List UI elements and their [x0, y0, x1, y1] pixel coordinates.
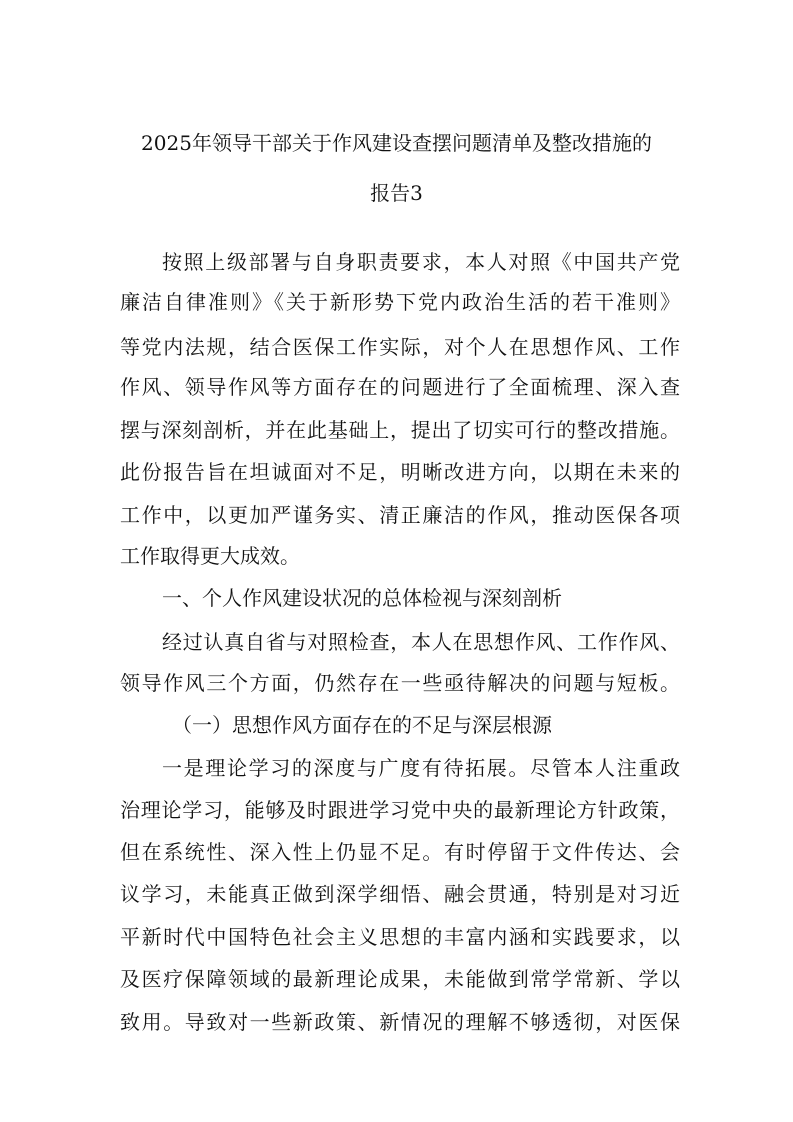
- document-title-line-1: 2025年领导干部关于作风建设查摆问题清单及整改措施的: [141, 131, 652, 155]
- body-line: 及医疗保障领域的最新理论成果，未能做到常学常新、学以: [120, 967, 680, 991]
- body-line: 摆与深刻剖析，并在此基础上，提出了切实可行的整改措施。: [120, 418, 680, 442]
- body-line: 经过认真自省与对照检查，本人在思想作风、工作作风、: [162, 630, 680, 654]
- body-line: 按照上级部署与自身职责要求，本人对照《中国共产党: [162, 250, 680, 274]
- body-line: 等党内法规，结合医保工作实际，对个人在思想作风、工作: [120, 335, 680, 359]
- section-heading: 一、个人作风建设状况的总体检视与深刻剖析: [162, 586, 562, 610]
- body-line: 但在系统性、深入性上仍显不足。有时停留于文件传达、会: [120, 840, 680, 864]
- document-title-line-2: 报告3: [370, 181, 423, 205]
- body-line: 一是理论学习的深度与广度有待拓展。尽管本人注重政: [162, 756, 680, 780]
- body-line: 工作取得更大成效。: [120, 544, 300, 568]
- body-line: 此份报告旨在坦诚面对不足，明晰改进方向，以期在未来的: [120, 460, 680, 484]
- body-line: 工作中，以更加严谨务实、清正廉洁的作风，推动医保各项: [120, 503, 680, 527]
- body-line: 平新时代中国特色社会主义思想的丰富内涵和实践要求，以: [120, 925, 680, 949]
- body-line: 议学习，未能真正做到深学细悟、融会贯通，特别是对习近: [120, 882, 680, 906]
- subsection-heading: （一）思想作风方面存在的不足与深层根源: [172, 713, 552, 737]
- body-line: 治理论学习，能够及时跟进学习党中央的最新理论方针政策，: [120, 798, 680, 822]
- body-line: 作风、领导作风等方面存在的问题进行了全面梳理、深入查: [120, 375, 680, 399]
- body-line: 廉洁自律准则》《关于新形势下党内政治生活的若干准则》: [120, 290, 680, 314]
- body-line: 致用。导致对一些新政策、新情况的理解不够透彻，对医保: [120, 1010, 680, 1034]
- body-line: 领导作风三个方面，仍然存在一些亟待解决的问题与短板。: [120, 671, 680, 695]
